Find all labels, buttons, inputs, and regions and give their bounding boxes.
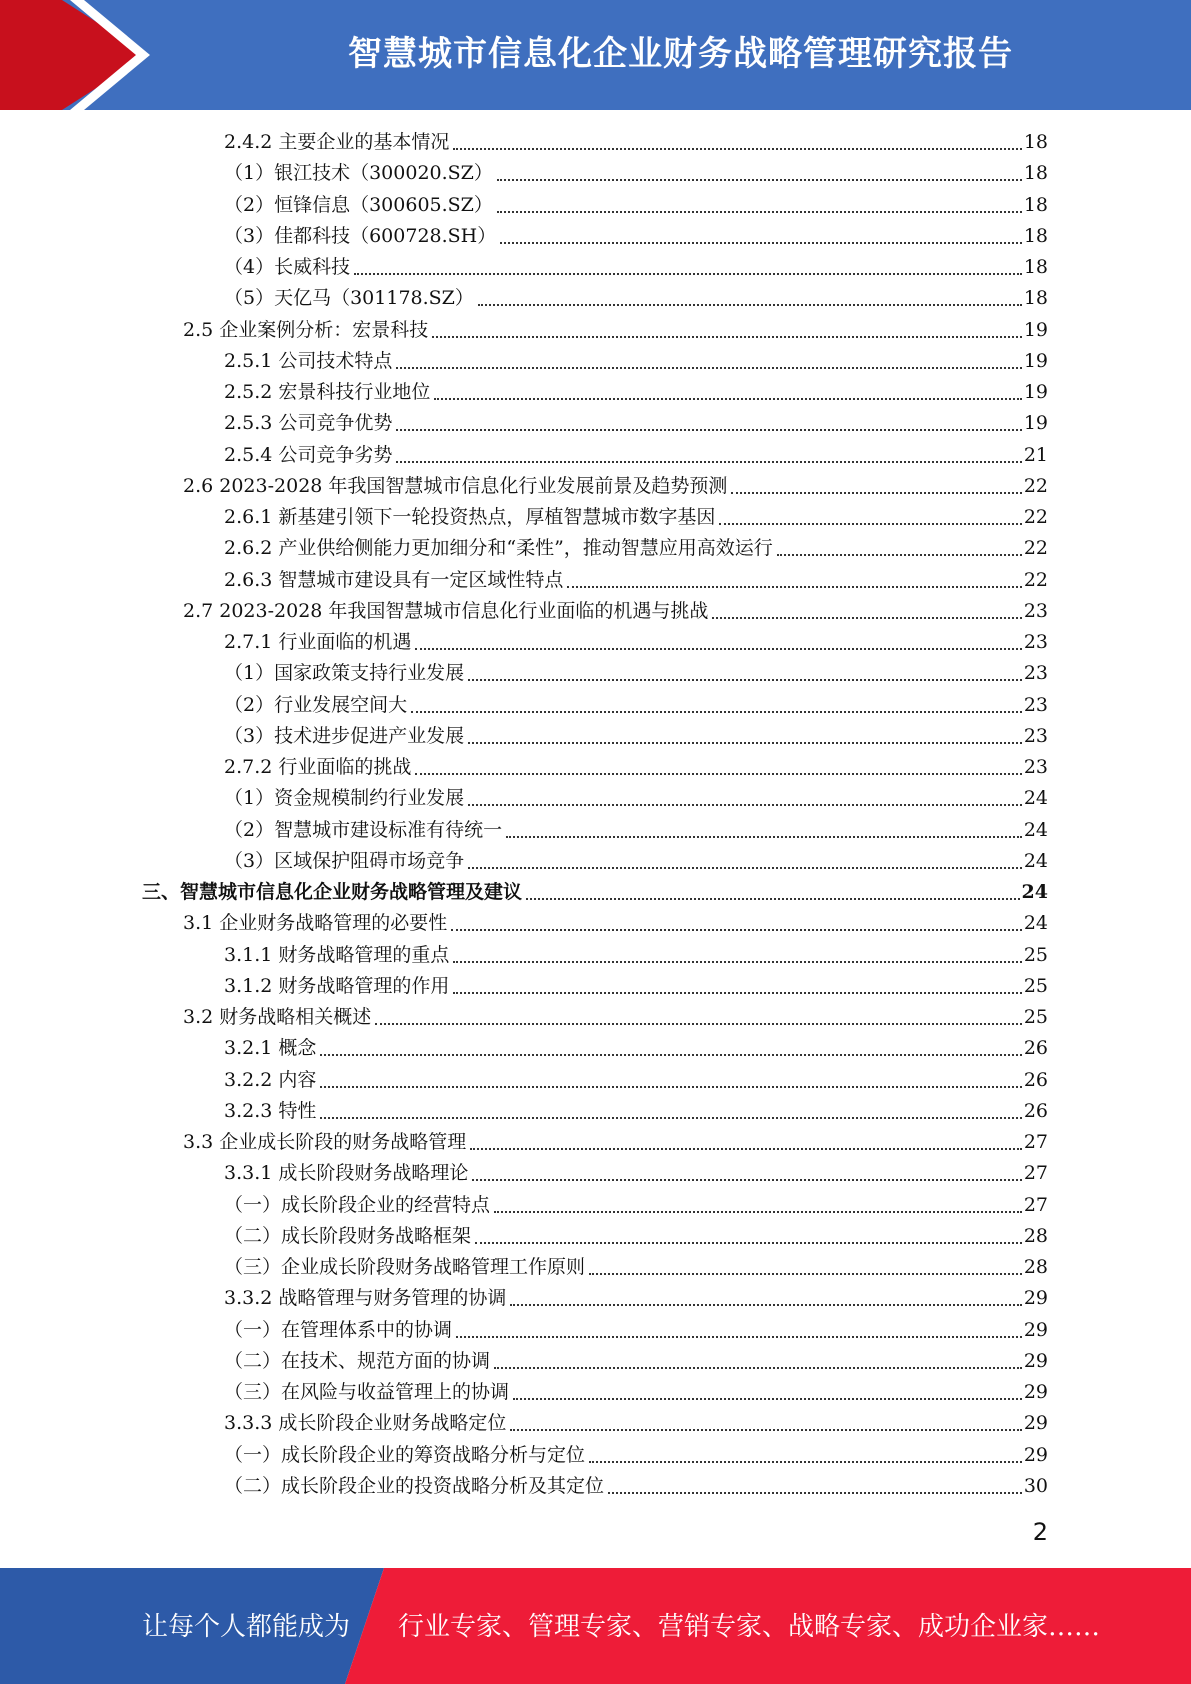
toc-entry[interactable]	[183, 1002, 1048, 1032]
toc-entry[interactable]	[224, 1283, 1048, 1313]
footer-slogan-left: 让每个人都能成为	[142, 1612, 351, 1642]
toc-dot-leader	[432, 336, 1022, 338]
page-number: 2	[1032, 1518, 1048, 1546]
toc-dot-leader	[494, 1211, 1022, 1213]
toc-entry-page: 19	[1023, 319, 1048, 341]
toc-entry[interactable]	[224, 1252, 1048, 1282]
toc-entry-page: 23	[1023, 756, 1048, 778]
toc-entry-title: 2.6.3 智慧城市建设具有一定区域性特点	[224, 569, 564, 591]
toc-entry[interactable]	[224, 440, 1048, 470]
toc-dot-leader	[731, 492, 1021, 494]
toc-dot-leader	[468, 867, 1022, 869]
toc-entry-page: 29	[1023, 1412, 1048, 1434]
toc-dot-leader	[494, 1367, 1022, 1369]
toc-dot-leader	[478, 304, 1022, 306]
toc-dot-leader	[470, 1148, 1022, 1150]
toc-entry-title: （1）资金规模制约行业发展	[224, 787, 465, 809]
toc-entry[interactable]	[224, 721, 1048, 751]
toc-entry-page: 23	[1023, 662, 1048, 684]
toc-entry-page: 18	[1023, 162, 1048, 184]
toc-dot-leader	[497, 179, 1022, 181]
toc-entry[interactable]	[224, 815, 1048, 845]
toc-entry[interactable]	[224, 158, 1048, 188]
toc-dot-leader	[513, 1398, 1022, 1400]
toc-entry[interactable]	[224, 1377, 1048, 1407]
toc-entry-title: （2）恒锋信息（300605.SZ）	[224, 194, 493, 216]
page-footer	[0, 1568, 1191, 1684]
toc-entry-page: 21	[1023, 444, 1048, 466]
toc-entry[interactable]	[224, 627, 1048, 657]
toc-dot-leader	[453, 961, 1021, 963]
toc-entry-title: 3.3.2 战略管理与财务管理的协调	[224, 1287, 507, 1309]
toc-entry-page: 29	[1023, 1381, 1048, 1403]
toc-entry-page: 18	[1023, 256, 1048, 278]
toc-entry-title: 2.5.4 公司竞争劣势	[224, 444, 393, 466]
toc-dot-leader	[396, 461, 1021, 463]
toc-entry-page: 19	[1023, 412, 1048, 434]
toc-dot-leader	[475, 1242, 1022, 1244]
toc-entry-title: 2.6.1 新基建引领下一轮投资热点，厚植智慧城市数字基因	[224, 506, 716, 528]
toc-entry-title: 3.2 财务战略相关概述	[183, 1006, 372, 1028]
toc-entry-title: 2.5.3 公司竞争优势	[224, 412, 393, 434]
toc-entry[interactable]	[224, 221, 1048, 251]
toc-entry-page: 24	[1023, 912, 1048, 934]
toc-dot-leader	[320, 1054, 1021, 1056]
toc-dot-leader	[411, 711, 1022, 713]
toc-entry-page: 27	[1023, 1131, 1048, 1153]
toc-entry[interactable]	[183, 908, 1048, 938]
toc-entry[interactable]	[224, 940, 1048, 970]
toc-entry[interactable]	[224, 408, 1048, 438]
toc-dot-leader	[589, 1273, 1022, 1275]
toc-dot-leader	[567, 586, 1021, 588]
toc-entry-title: （3）佳都科技（600728.SH）	[224, 225, 497, 247]
toc-entry-title: 3.2.1 概念	[224, 1037, 317, 1059]
toc-entry-page: 29	[1023, 1350, 1048, 1372]
toc-entry-title: 3.3 企业成长阶段的财务战略管理	[183, 1131, 467, 1153]
toc-entry[interactable]	[224, 971, 1048, 1001]
toc-entry-title: （二）成长阶段企业的投资战略分析及其定位	[224, 1475, 605, 1497]
toc-entry-title: 2.5.1 公司技术特点	[224, 350, 393, 372]
toc-entry-title: （3）区域保护阻碍市场竞争	[224, 850, 465, 872]
toc-dot-leader	[456, 1336, 1022, 1338]
toc-entry[interactable]	[183, 471, 1048, 501]
toc-entry-page: 23	[1023, 725, 1048, 747]
toc-entry[interactable]	[183, 1127, 1048, 1157]
toc-dot-leader	[608, 1492, 1022, 1494]
toc-entry[interactable]	[224, 346, 1048, 376]
toc-dot-leader	[468, 679, 1022, 681]
toc-entry-title: （3）技术进步促进产业发展	[224, 725, 465, 747]
toc-entry-title: 3.3.3 成长阶段企业财务战略定位	[224, 1412, 507, 1434]
toc-entry-page: 27	[1023, 1194, 1048, 1216]
toc-entry[interactable]	[224, 1033, 1048, 1063]
toc-entry-title: 2.7.1 行业面临的机遇	[224, 631, 412, 653]
toc-entry-title: 2.6 2023-2028 年我国智慧城市信息化行业发展前景及趋势预测	[183, 475, 728, 497]
toc-entry-page: 26	[1023, 1100, 1048, 1122]
toc-entry-title: （二）在技术、规范方面的协调	[224, 1350, 491, 1372]
toc-entry-title: （一）成长阶段企业的经营特点	[224, 1194, 491, 1216]
toc-entry[interactable]	[224, 1190, 1048, 1220]
toc-dot-leader	[354, 273, 1022, 275]
toc-entry-title: 2.7.2 行业面临的挑战	[224, 756, 412, 778]
toc-entry[interactable]	[224, 1346, 1048, 1376]
toc-entry-page: 30	[1023, 1475, 1048, 1497]
toc-entry-page: 25	[1023, 944, 1048, 966]
toc-entry-page: 29	[1023, 1319, 1048, 1341]
toc-dot-leader	[415, 773, 1021, 775]
toc-entry[interactable]	[224, 127, 1048, 157]
toc-entry[interactable]	[224, 1440, 1048, 1470]
toc-entry-page: 23	[1023, 600, 1048, 622]
toc-entry-title: 3.1.2 财务战略管理的作用	[224, 975, 450, 997]
toc-entry[interactable]	[224, 1471, 1048, 1501]
toc-entry-title: 3.1 企业财务战略管理的必要性	[183, 912, 448, 934]
toc-entry[interactable]	[224, 190, 1048, 220]
toc-entry[interactable]	[142, 877, 1048, 907]
toc-dot-leader	[375, 1023, 1022, 1025]
toc-entry-page: 26	[1023, 1069, 1048, 1091]
toc-entry-page: 18	[1023, 225, 1048, 247]
toc-dot-leader	[320, 1117, 1021, 1119]
toc-dot-leader	[468, 804, 1022, 806]
toc-entry[interactable]	[224, 252, 1048, 282]
toc-dot-leader	[526, 898, 1020, 900]
toc-entry-title: （三）企业成长阶段财务战略管理工作原则	[224, 1256, 586, 1278]
toc-entry[interactable]	[224, 502, 1048, 532]
toc-entry-title: 2.5.2 宏景科技行业地位	[224, 381, 431, 403]
toc-entry[interactable]	[224, 565, 1048, 595]
toc-entry[interactable]	[183, 596, 1048, 626]
toc-entry[interactable]	[224, 1096, 1048, 1126]
toc-entry[interactable]	[224, 846, 1048, 876]
toc-entry-title: 3.3.1 成长阶段财务战略理论	[224, 1162, 469, 1184]
toc-entry-title: （2）行业发展空间大	[224, 694, 408, 716]
toc-entry-title: 2.7 2023-2028 年我国智慧城市信息化行业面临的机遇与挑战	[183, 600, 709, 622]
toc-entry-page: 19	[1023, 381, 1048, 403]
toc-dot-leader	[453, 148, 1021, 150]
report-title: 智慧城市信息化企业财务战略管理研究报告	[348, 34, 1013, 74]
toc-entry-title: （二）成长阶段财务战略框架	[224, 1225, 472, 1247]
toc-entry[interactable]	[224, 1158, 1048, 1188]
toc-dot-leader	[396, 367, 1021, 369]
toc-entry[interactable]	[224, 658, 1048, 688]
toc-entry-page: 28	[1023, 1225, 1048, 1247]
page-header	[0, 0, 1191, 110]
toc-entry-page: 25	[1023, 975, 1048, 997]
toc-entry-page: 28	[1023, 1256, 1048, 1278]
toc-dot-leader	[497, 211, 1022, 213]
toc-dot-leader	[453, 992, 1021, 994]
toc-entry[interactable]	[224, 377, 1048, 407]
toc-entry-page: 24	[1023, 787, 1048, 809]
toc-entry-title: （一）成长阶段企业的筹资战略分析与定位	[224, 1444, 586, 1466]
toc-entry[interactable]	[183, 315, 1048, 345]
toc-entry-title: 2.5 企业案例分析：宏景科技	[183, 319, 429, 341]
toc-dot-leader	[712, 617, 1021, 619]
toc-entry[interactable]	[224, 533, 1048, 563]
toc-entry-title: （2）智慧城市建设标准有待统一	[224, 819, 503, 841]
toc-entry-title: 3.1.1 财务战略管理的重点	[224, 944, 450, 966]
toc-entry-page: 24	[1021, 881, 1048, 903]
toc-entry[interactable]	[224, 752, 1048, 782]
toc-entry[interactable]	[224, 1315, 1048, 1345]
toc-entry-page: 18	[1023, 131, 1048, 153]
toc-entry-title: 3.2.3 特性	[224, 1100, 317, 1122]
toc-dot-leader	[415, 648, 1021, 650]
toc-entry-title: （1）银江技术（300020.SZ）	[224, 162, 493, 184]
toc-dot-leader	[472, 1179, 1021, 1181]
toc-dot-leader	[719, 523, 1021, 525]
toc-entry-title: （4）长威科技	[224, 256, 351, 278]
toc-entry-page: 22	[1023, 569, 1048, 591]
toc-entry[interactable]	[224, 1065, 1048, 1095]
toc-entry-page: 24	[1023, 850, 1048, 872]
toc-entry-page: 18	[1023, 287, 1048, 309]
toc-dot-leader	[500, 242, 1022, 244]
toc-entry-page: 29	[1023, 1444, 1048, 1466]
toc-entry[interactable]	[224, 283, 1048, 313]
toc-entry-title: 2.6.2 产业供给侧能力更加细分和“柔性”，推动智慧应用高效运行	[224, 537, 773, 559]
toc-entry-page: 22	[1023, 506, 1048, 528]
toc-dot-leader	[320, 1086, 1021, 1088]
toc-entry[interactable]	[224, 783, 1048, 813]
toc-entry-title: 3.2.2 内容	[224, 1069, 317, 1091]
toc-dot-leader	[506, 836, 1022, 838]
toc-dot-leader	[468, 742, 1022, 744]
toc-dot-leader	[510, 1304, 1021, 1306]
toc-entry-title: （一）在管理体系中的协调	[224, 1319, 453, 1341]
toc-entry-page: 23	[1023, 631, 1048, 653]
toc-entry-title: （三）在风险与收益管理上的协调	[224, 1381, 510, 1403]
toc-entry-title: 2.4.2 主要企业的基本情况	[224, 131, 450, 153]
toc-dot-leader	[434, 398, 1021, 400]
toc-dot-leader	[589, 1461, 1022, 1463]
toc-entry-page: 22	[1023, 537, 1048, 559]
toc-entry-title: （5）天亿马（301178.SZ）	[224, 287, 474, 309]
toc-entry-page: 25	[1023, 1006, 1048, 1028]
toc-entry[interactable]	[224, 690, 1048, 720]
toc-entry-page: 23	[1023, 694, 1048, 716]
toc-entry-page: 27	[1023, 1162, 1048, 1184]
toc-entry-title: 三、智慧城市信息化企业财务战略管理及建议	[142, 881, 523, 903]
toc-entry-page: 24	[1023, 819, 1048, 841]
footer-slogan-right: 行业专家、管理专家、营销专家、战略专家、成功企业家……	[398, 1612, 1101, 1642]
toc-entry[interactable]	[224, 1408, 1048, 1438]
toc-entry-page: 22	[1023, 475, 1048, 497]
toc-dot-leader	[510, 1429, 1021, 1431]
toc-entry-page: 19	[1023, 350, 1048, 372]
toc-entry[interactable]	[224, 1221, 1048, 1251]
toc-entry-page: 29	[1023, 1287, 1048, 1309]
toc-dot-leader	[777, 554, 1022, 556]
toc-entry-title: （1）国家政策支持行业发展	[224, 662, 465, 684]
toc-entry-page: 18	[1023, 194, 1048, 216]
toc-entry-page: 26	[1023, 1037, 1048, 1059]
toc-dot-leader	[396, 429, 1021, 431]
toc-dot-leader	[451, 929, 1022, 931]
